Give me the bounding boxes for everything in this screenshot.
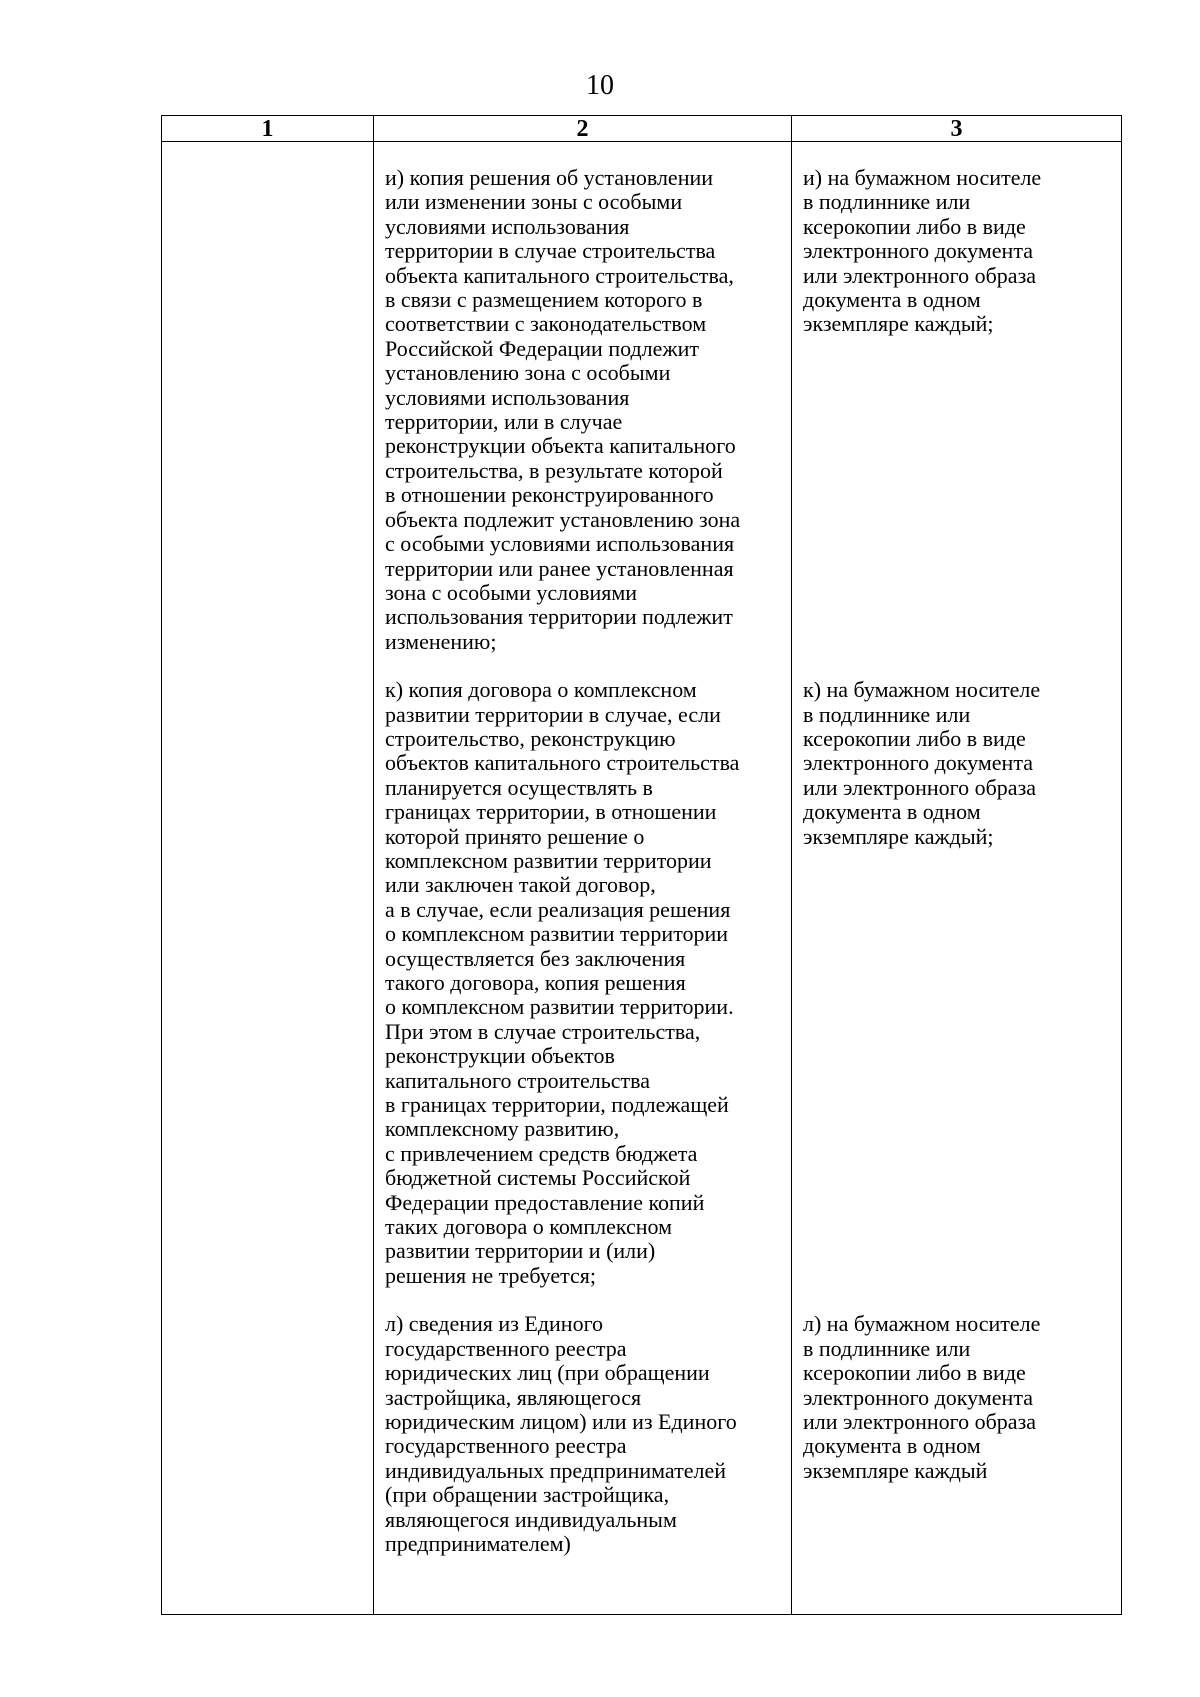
table-cell-form (792, 1288, 1122, 1615)
document-description: л) сведения из Единого государственного реестра юридических лиц (при обращении застройщика, являющегося юридическим лицом) или из Единого государственного реестра индивидуальных предпринимателей (при обращении застройщика, являющегося индивидуальным предпринимателем) (385, 1311, 737, 1556)
column-header-3: 3 (792, 116, 1122, 142)
document-table (161, 115, 1122, 1615)
table-cell-document (374, 1288, 792, 1615)
table-cell-form (792, 142, 1122, 655)
document-description: и) копия решения об установлении или изменении зоны с особыми условиями использования территории в случае строительства объекта капитального строительства, в связи с размещением которого в соответствии с законодательством Российской Федерации подлежит установлению зона с особыми условиями использования территории, или в случае реконструкции объекта капитального строительства, в результате которой в отношении реконструированного объекта подлежит установлению зона с особыми условиями использования территории или ранее установленная зона с особыми условиями использования территории подлежит изменению; (385, 165, 741, 654)
table-cell-document (374, 654, 792, 1288)
column-header-1: 1 (162, 116, 374, 142)
table-cell-col1 (162, 142, 374, 655)
submission-form: и) на бумажном носителе в подлиннике или ксерокопии либо в виде электронного документа или электронного образа документа в одном экземпляре каждый; (803, 165, 1042, 337)
submission-form: к) на бумажном носителе в подлиннике или ксерокопии либо в виде электронного документа или электронного образа документа в одном экземпляре каждый; (803, 677, 1041, 849)
table-row-k (162, 654, 1122, 1288)
table-cell-col1 (162, 654, 374, 1288)
table-cell-col1 (162, 1288, 374, 1615)
page-number: 10 (586, 70, 614, 101)
table-row-i (162, 142, 1122, 655)
table-cell-document (374, 142, 792, 655)
table-cell-form (792, 654, 1122, 1288)
submission-form: л) на бумажном носителе в подлиннике или ксерокопии либо в виде электронного документа или электронного образа документа в одном экземпляре каждый (803, 1311, 1041, 1483)
column-header-2: 2 (374, 116, 792, 142)
document-description: к) копия договора о комплексном развитии территории в случае, если строительство, реконструкцию объектов капитального строительства планируется осуществлять в границах территории, в отношении которой принято решение о комплексном развитии территории или заключен такой договор, а в случае, если реализация решения о комплексном развитии территории осуществляется без заключения такого договора, копия решения о комплексном развитии территории. При этом в случае строительства, реконструкции объектов капитального строительства в границах территории, подлежащей комплексному развитию, с привлечением средств бюджета бюджетной системы Российской Федерации предоставление копий таких договора о комплексном развитии территории и (или) решения не требуется; (385, 677, 740, 1288)
table-header-row (162, 116, 1122, 142)
table-row-l (162, 1288, 1122, 1615)
